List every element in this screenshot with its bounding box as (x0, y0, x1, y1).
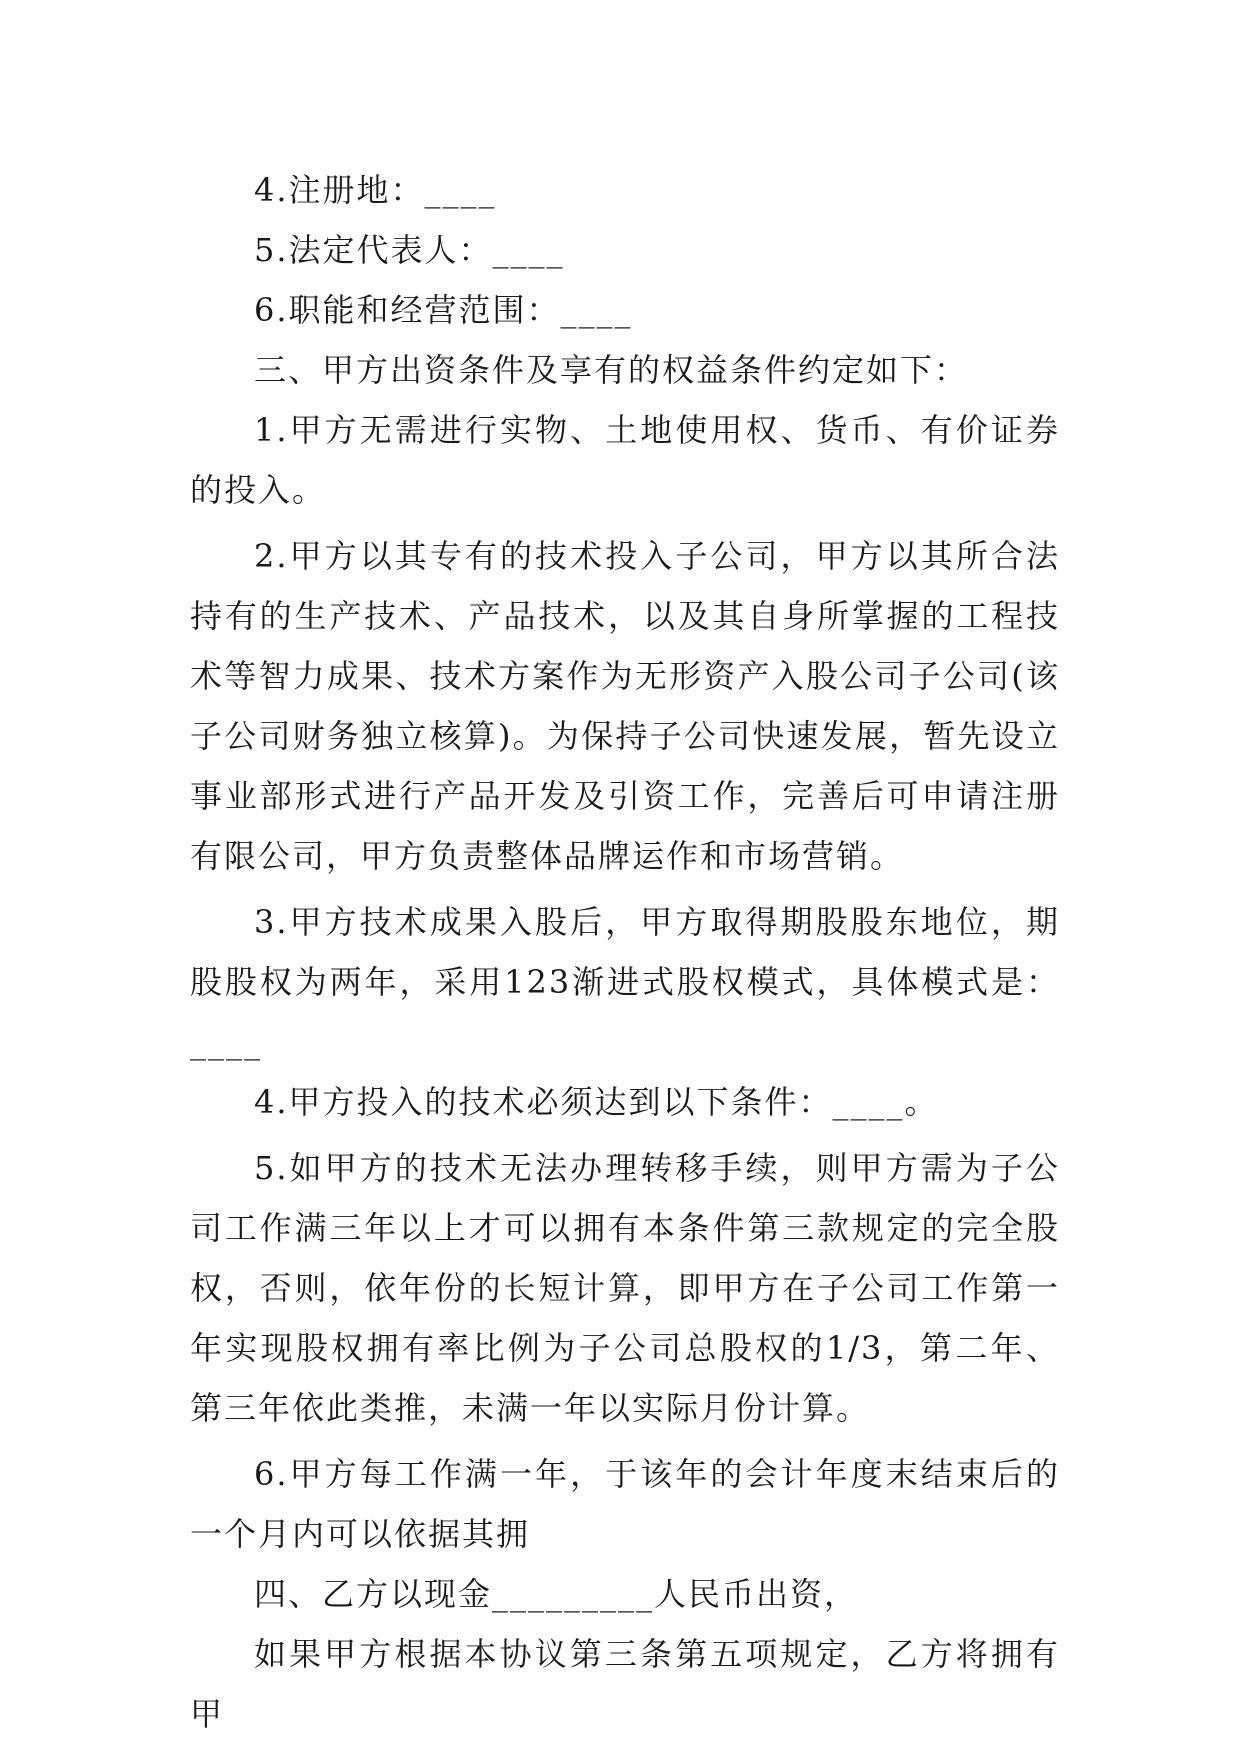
document-body (190, 160, 1060, 1744)
clause-3-3: 3.甲方技术成果入股后，甲方取得期股股东地位，期股股权为两年，采用123渐进式股权模式，具体模式是：____ (190, 903, 1060, 1061)
clause-3-5: 5.如甲方的技术无法办理转移手续，则甲方需为子公司工作满三年以上才可以拥有本条件第三款规定的完全股权，否则，依年份的长短计算，即甲方在子公司工作第一年实现股权拥有率比例为子公司总股权的1/3，第二年、第三年依此类推，未满一年以实际月份计算。 (190, 1149, 1060, 1427)
clause-3-4: 4.甲方投入的技术必须达到以下条件：____。 (254, 1083, 939, 1121)
clause-3-6: 6.甲方每工作满一年，于该年的会计年度末结束后的一个月内可以依据其拥 (190, 1455, 1060, 1553)
clause-3-2: 2.甲方以其专有的技术投入子公司，甲方以其所合法持有的生产技术、产品技术，以及其自身所掌握的工程技术等智力成果、技术方案作为无形资产入股公司子公司(该子公司财务独立核算)。为保持子公司快速发展，暂先设立事业部形式进行产品开发及引资工作，完善后可申请注册有限公司，甲方负责整体品牌运作和市场营销。 (190, 537, 1060, 875)
section-heading-4: 四、乙方以现金_________人民币出资， (254, 1575, 859, 1613)
paragraph-legal-representative: 5.法定代表人：____ (254, 231, 565, 269)
clause-4-1: 如果甲方根据本协议第三条第五项规定，乙方将拥有甲 (190, 1635, 1060, 1733)
paragraph-business-scope: 6.职能和经营范围：____ (254, 291, 633, 329)
section-heading-3: 三、甲方出资条件及享有的权益条件约定如下： (254, 351, 969, 389)
clause-3-1: 1.甲方无需进行实物、土地使用权、货币、有价证券的投入。 (190, 411, 1060, 509)
paragraph-registered-address: 4.注册地：____ (254, 171, 497, 209)
